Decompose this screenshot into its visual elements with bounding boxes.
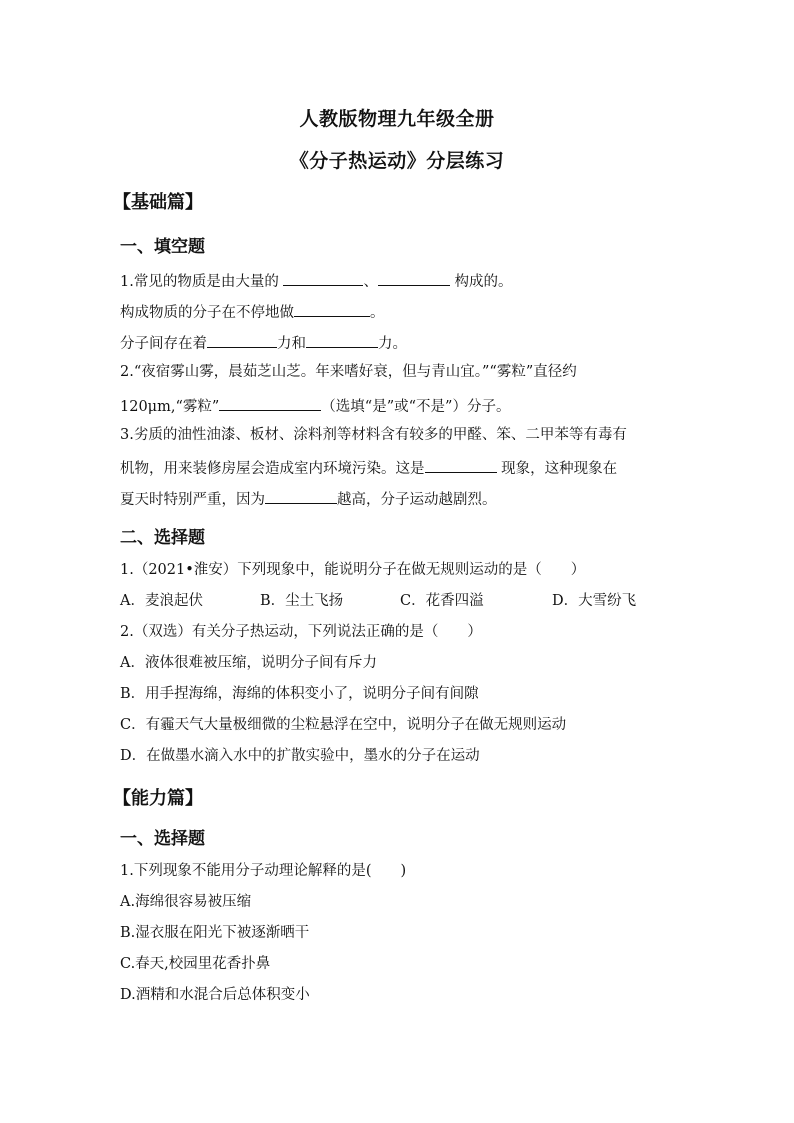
fill-q1c-suffix: 力。 [378, 336, 407, 352]
fill-q3-line3 [120, 487, 497, 510]
fill-q2-line2 [120, 394, 510, 417]
fill-q3b-prefix: 机物，用来装修房屋会造成室内环境污染。这是 [120, 461, 425, 477]
fill-q1b-prefix: 构成物质的分子在不停地做 [120, 305, 294, 321]
fill-q1c-prefix: 分子间存在着 [120, 336, 207, 352]
fill-q1-line2 [120, 300, 385, 323]
choice-q1-options [120, 591, 636, 611]
fill-q1-line3 [120, 331, 407, 354]
fill-q2-blank[interactable] [219, 394, 321, 411]
choice-q1-option-b[interactable]: B．尘土飞扬 [260, 593, 344, 609]
choice-q1-option-a[interactable]: A．麦浪起伏 [120, 593, 203, 609]
choice-q2-option-c[interactable]: C．有霾天气大量极细微的尘粒悬浮在空中，说明分子在做无规则运动 [120, 717, 567, 733]
fill-q3c-prefix: 夏天时特别严重，因为 [120, 492, 265, 508]
fill-in-heading: 一、填空题 [120, 237, 205, 257]
ability-q1-stem: 1.下列现象不能用分子动理论解释的是( ) [120, 863, 407, 879]
choice-q2-option-d[interactable]: D．在做墨水滴入水中的扩散实验中，墨水的分子在运动 [120, 748, 480, 764]
choice-q2-option-b[interactable]: B．用手捏海绵，海绵的体积变小了，说明分子间有间隙 [120, 686, 479, 702]
fill-q1-line1 [120, 269, 513, 292]
ability-choice-heading: 一、选择题 [120, 829, 205, 849]
fill-q1-blank-2[interactable] [378, 269, 450, 286]
fill-q3-blank-2[interactable] [265, 487, 337, 504]
ability-q1-option-a[interactable]: A.海绵很容易被压缩 [120, 894, 252, 910]
choice-q1-option-d[interactable]: D．大雪纷飞 [552, 593, 637, 609]
choice-heading: 二、选择题 [120, 528, 205, 548]
fill-q1a-suffix: 构成的。 [449, 274, 513, 290]
ability-q1-option-d[interactable]: D.酒精和水混合后总体积变小 [120, 987, 310, 1003]
fill-q1a-prefix: 1.常见的物质是由大量的 [120, 274, 284, 290]
fill-q2-line1: 2.“夜宿雾山雾，晨茹芝山芝。年来嗜好衰，但与青山宜。”“雾粒”直径约 [120, 364, 577, 380]
choice-q1-option-c[interactable]: C．花香四溢 [400, 593, 484, 609]
fill-q3-blank-1[interactable] [425, 456, 497, 473]
fill-q1a-sep: 、 [363, 274, 378, 290]
ability-q1-option-c[interactable]: C.春天,校园里花香扑鼻 [120, 956, 271, 972]
ability-q1-option-b[interactable]: B.湿衣服在阳光下被逐渐晒干 [120, 925, 310, 941]
fill-q2b-suffix: （选填“是”或“不是”）分子。 [321, 399, 511, 415]
fill-q1-blank-4[interactable] [207, 331, 277, 348]
fill-q3c-suffix: 越高，分子运动越剧烈。 [337, 492, 497, 508]
fill-q1-blank-5[interactable] [306, 331, 378, 348]
fill-q1b-suffix: 。 [370, 305, 385, 321]
fill-q3-line1: 3.劣质的油性油漆、板材、涂料剂等材料含有较多的甲醛、笨、二甲苯等有毒有 [120, 427, 627, 443]
choice-q1-stem: 1.（2021•淮安）下列现象中，能说明分子在做无规则运动的是（ ） [120, 562, 586, 578]
fill-q1-blank-1[interactable] [283, 269, 363, 286]
fill-q3b-suffix: 现象，这种现象在 [496, 461, 618, 477]
document-title: 人教版物理九年级全册 [299, 108, 495, 130]
fill-q2b-prefix: 120μm,“雾粒” [120, 399, 220, 415]
fill-q3-line2 [120, 456, 617, 479]
document-subtitle: 《分子热运动》分层练习 [289, 150, 505, 172]
choice-q2-option-a[interactable]: A．液体很难被压缩，说明分子间有斥力 [120, 655, 377, 671]
section-basic-label: 【基础篇】 [113, 192, 203, 213]
fill-q1c-mid: 力和 [277, 336, 306, 352]
choice-q2-stem: 2.（双选）有关分子热运动，下列说法正确的是（ ） [120, 624, 482, 640]
fill-q1-blank-3[interactable] [294, 300, 370, 317]
section-ability-label: 【能力篇】 [113, 788, 203, 809]
